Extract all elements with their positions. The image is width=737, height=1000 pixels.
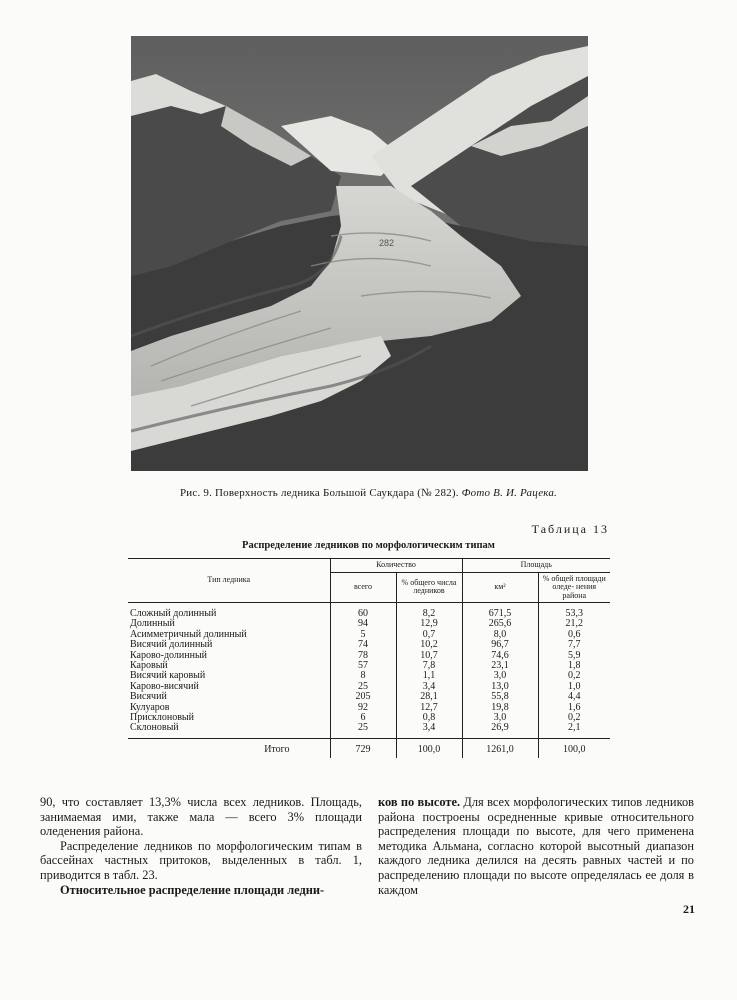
morphology-table (128, 558, 610, 758)
pct-area-cell: 2,1 (538, 723, 610, 738)
glacier-type-cell: Долинный (130, 618, 175, 630)
table-title: Распределение ледников по морфологическим типам (242, 540, 495, 551)
paragraph: Распределение ледников по морфологическим типам в бассейнах частных притоков, выделенных в табл. 1, приводится в табл. 23. (40, 838, 362, 882)
total-area-pct: 100,0 (538, 738, 610, 758)
header-pct-area: % общей площади оледе- нения района (538, 572, 610, 603)
total-label: Итого (264, 743, 290, 755)
area-cell: 3,0 (462, 671, 538, 681)
pct-area-cell: 21,2 (538, 619, 610, 629)
area-cell: 13,0 (462, 682, 538, 692)
pct-area-cell: 0,2 (538, 713, 610, 723)
page-number: 21 (683, 902, 695, 916)
header-area: Площадь (462, 559, 610, 573)
table-row (128, 692, 610, 702)
pct-area-cell: 1,8 (538, 661, 610, 671)
section-heading: Относительное распределение площади ледни- (60, 882, 325, 897)
table-row (128, 703, 610, 713)
header-total: всего (330, 572, 396, 603)
pct-area-cell: 1,0 (538, 682, 610, 692)
pct-count-cell: 10,2 (396, 640, 462, 650)
glacier-type-cell: Асимметричный долинный (130, 628, 247, 640)
header-type: Тип ледника (128, 559, 330, 603)
pct-count-cell: 12,7 (396, 703, 462, 713)
glacier-type-cell: Висячий (130, 691, 167, 703)
text-column-right (378, 795, 694, 897)
table-row (128, 723, 610, 738)
pct-count-cell: 0,7 (396, 630, 462, 640)
pct-count-cell: 7,8 (396, 661, 462, 671)
count-cell: 205 (330, 692, 396, 702)
glacier-type-cell: Кулуаров (130, 701, 170, 713)
count-cell: 8 (330, 671, 396, 681)
area-cell: 3,0 (462, 713, 538, 723)
pct-count-cell: 3,4 (396, 723, 462, 738)
glacier-type-cell: Карово-долинный (130, 649, 208, 661)
pct-area-cell: 5,9 (538, 651, 610, 661)
caption-text: Рис. 9. Поверхность ледника Большой Саукдара (№ 282). (179, 487, 459, 499)
count-cell: 25 (330, 682, 396, 692)
area-cell: 8,0 (462, 630, 538, 640)
glacier-type-cell: Висячий долинный (130, 639, 213, 651)
area-cell: 26,9 (462, 723, 538, 738)
pct-count-cell: 12,9 (396, 619, 462, 629)
count-cell: 92 (330, 703, 396, 713)
area-cell: 265,6 (462, 619, 538, 629)
area-cell: 74,6 (462, 651, 538, 661)
pct-count-cell: 8,2 (396, 603, 462, 620)
paragraph: Для всех морфологических типов ледников района построены осредненные кривые относительного распределения площади по высоте, для чего применена методика Альмана, согласно которой высотный диапазон каждого ледника делился на десять равных частей и по распределению площади по высоте определялась ее доля в каждом (378, 795, 694, 897)
table-label: Таблица 13 (531, 522, 609, 536)
glacier-type-cell: Каровый (130, 660, 168, 672)
table-row (128, 603, 610, 620)
count-cell: 57 (330, 661, 396, 671)
pct-area-cell: 4,4 (538, 692, 610, 702)
pct-count-cell: 28,1 (396, 692, 462, 702)
total-pct: 100,0 (396, 738, 462, 758)
glacier-type-cell: Присклоновый (130, 712, 195, 724)
photo-label: 282 (379, 238, 395, 248)
pct-count-cell: 0,8 (396, 713, 462, 723)
section-heading-cont: ков по высоте. (378, 795, 461, 809)
count-cell: 5 (330, 630, 396, 640)
table-row (128, 713, 610, 723)
table-row (128, 671, 610, 681)
glacier-type-cell: Сложный долинный (130, 608, 217, 619)
pct-area-cell: 1,6 (538, 703, 610, 713)
pct-area-cell: 0,2 (538, 671, 610, 681)
area-cell: 23,1 (462, 661, 538, 671)
count-cell: 25 (330, 723, 396, 738)
area-cell: 19,8 (462, 703, 538, 713)
area-cell: 96,7 (462, 640, 538, 650)
pct-area-cell: 7,7 (538, 640, 610, 650)
paragraph: 90, что составляет 13,3% числа всех ледников. Площадь, занимаемая ими, также мала — всего 3% площади оледенения района. (40, 795, 362, 839)
total-count: 729 (330, 738, 396, 758)
pct-count-cell: 3,4 (396, 682, 462, 692)
count-cell: 6 (330, 713, 396, 723)
area-cell: 55,8 (462, 692, 538, 702)
header-count: Количество (330, 559, 462, 573)
glacier-type-cell: Карово-висячий (130, 680, 199, 692)
table-row (128, 651, 610, 661)
header-pct-count: % общего числа ледников (396, 572, 462, 603)
glacier-photo (131, 36, 588, 471)
figure-caption (0, 487, 737, 499)
count-cell: 74 (330, 640, 396, 650)
total-area: 1261,0 (462, 738, 538, 758)
glacier-type-cell: Склоновый (128, 723, 330, 738)
pct-area-cell: 0,6 (538, 630, 610, 640)
table-total-row (128, 738, 610, 758)
area-cell: 671,5 (462, 603, 538, 620)
caption-credit: Фото В. И. Рацека. (461, 487, 558, 499)
pct-area-cell: 53,3 (538, 603, 610, 620)
glacier-type-cell: Висячий каровый (130, 670, 206, 682)
count-cell: 94 (330, 619, 396, 629)
count-cell: 78 (330, 651, 396, 661)
header-km2: км² (462, 572, 538, 603)
text-column-left (40, 795, 362, 897)
pct-count-cell: 10,7 (396, 651, 462, 661)
count-cell: 60 (330, 603, 396, 620)
pct-count-cell: 1,1 (396, 671, 462, 681)
